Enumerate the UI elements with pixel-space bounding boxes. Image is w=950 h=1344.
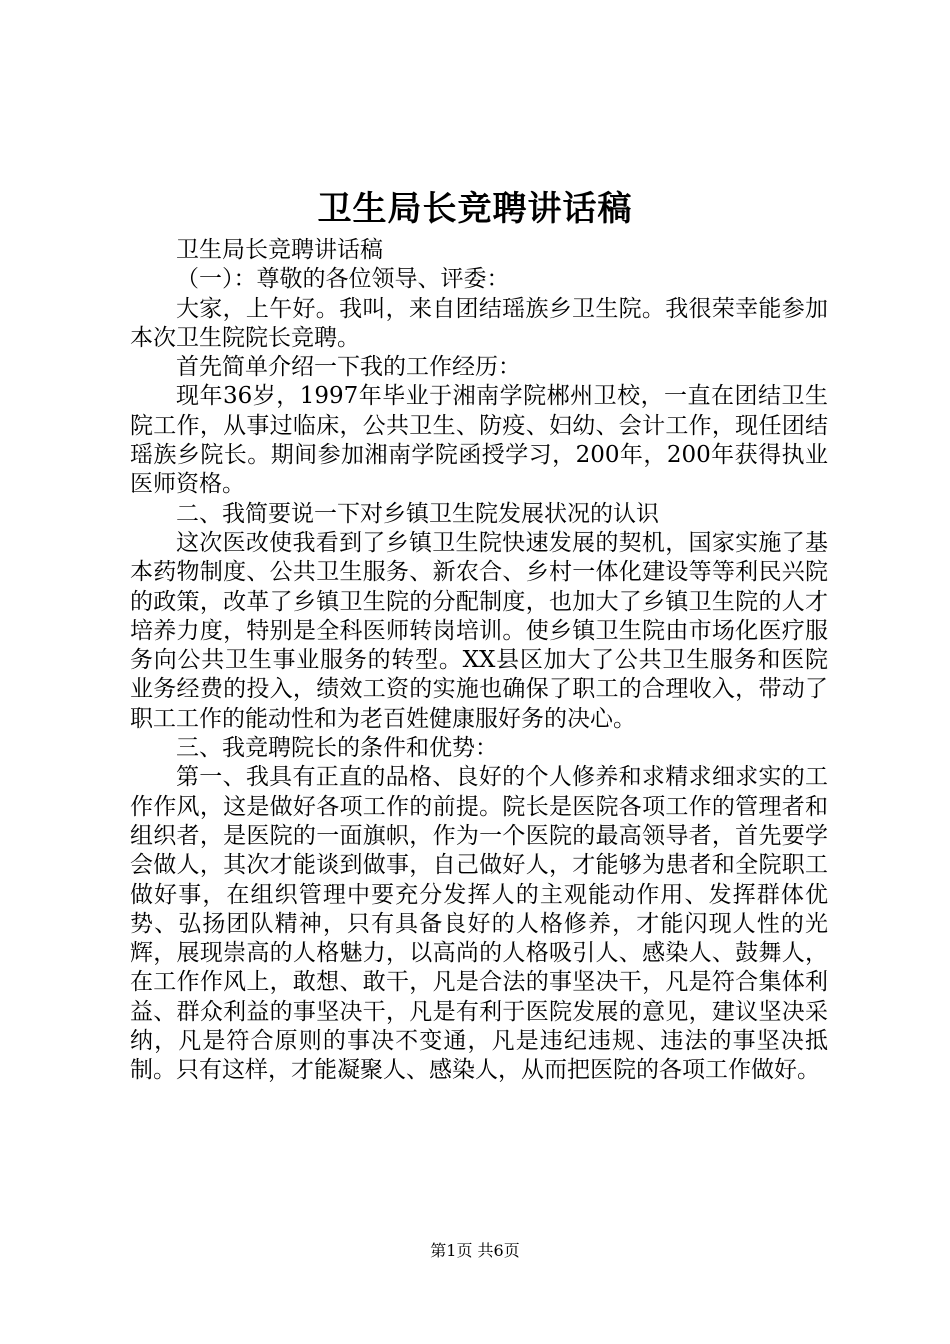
- paragraph-salutation: （一）：尊敬的各位领导、评委：: [176, 266, 510, 293]
- paragraph-section-two-heading: 二、我简要说一下对乡镇卫生院发展状况的认识: [176, 500, 659, 527]
- paragraph-heading: 卫生局长竞聘讲话稿: [176, 237, 383, 263]
- paragraph-section-two-body: 这次医改使我看到了乡镇卫生院快速发展的契机，国家实施了基本药物制度、公共卫生服务、新农合、乡村一体化建设等等利民兴院的政策，改革了乡镇卫生院的分配制度，也加大了乡镇卫生院的人才培养力度，特别是全科医师转岗培训。使乡镇卫生院由市场化医疗服务向公共卫生事业服务的转型。XX县区加大了公共卫生服务和医院业务经费的投入，绩效工资的实施也确保了职工的合理收入，带动了职工工作的能动性和为老百姓健康服好务的决心。: [130, 529, 828, 732]
- document-title: 卫生局长竞聘讲话稿: [317, 189, 633, 229]
- page-number-footer: 第1页 共6页: [430, 1241, 520, 1260]
- paragraph-section-three-body: 第一、我具有正直的品格、良好的个人修养和求精求细求实的工作作风，这是做好各项工作的前提。院长是医院各项工作的管理者和组织者，是医院的一面旗帜，作为一个医院的最高领导者，首先要学会做人，其次才能谈到做事，自己做好人，才能够为患者和全院职工做好事，在组织管理中要充分发挥人的主观能动作用、发挥群体优势、弘扬团队精神，只有具备良好的人格修养，才能闪现人性的光辉，展现崇高的人格魅力，以高尚的人格吸引人、感染人、鼓舞人，在工作作风上，敢想、敢干，凡是合法的事坚决干，凡是符合集体利益、群众利益的事坚决干，凡是有利于医院发展的意见，建议坚决采纳，凡是符合原则的事决不变通，凡是违纪违规、违法的事坚决抵制。只有这样，才能凝聚人、感染人，从而把医院的各项工作做好。: [130, 764, 828, 1084]
- paragraph-intro: 首先简单介绍一下我的工作经历：: [176, 354, 521, 381]
- paragraph-section-three-heading: 三、我竞聘院长的条件和优势：: [176, 735, 498, 762]
- paragraph-greeting: 大家，上午好。我叫，来自团结瑶族乡卫生院。我很荣幸能参加本次卫生院院长竞聘。: [130, 295, 828, 351]
- document-body: [130, 236, 828, 1086]
- paragraph-experience: 现年36岁，1997年毕业于湘南学院郴州卫校，一直在团结卫生院工作，从事过临床，公共卫生、防疫、妇幼、会计工作，现任团结瑶族乡院长。期间参加湘南学院函授学习，200年，200年获得执业医师资格。: [130, 383, 828, 498]
